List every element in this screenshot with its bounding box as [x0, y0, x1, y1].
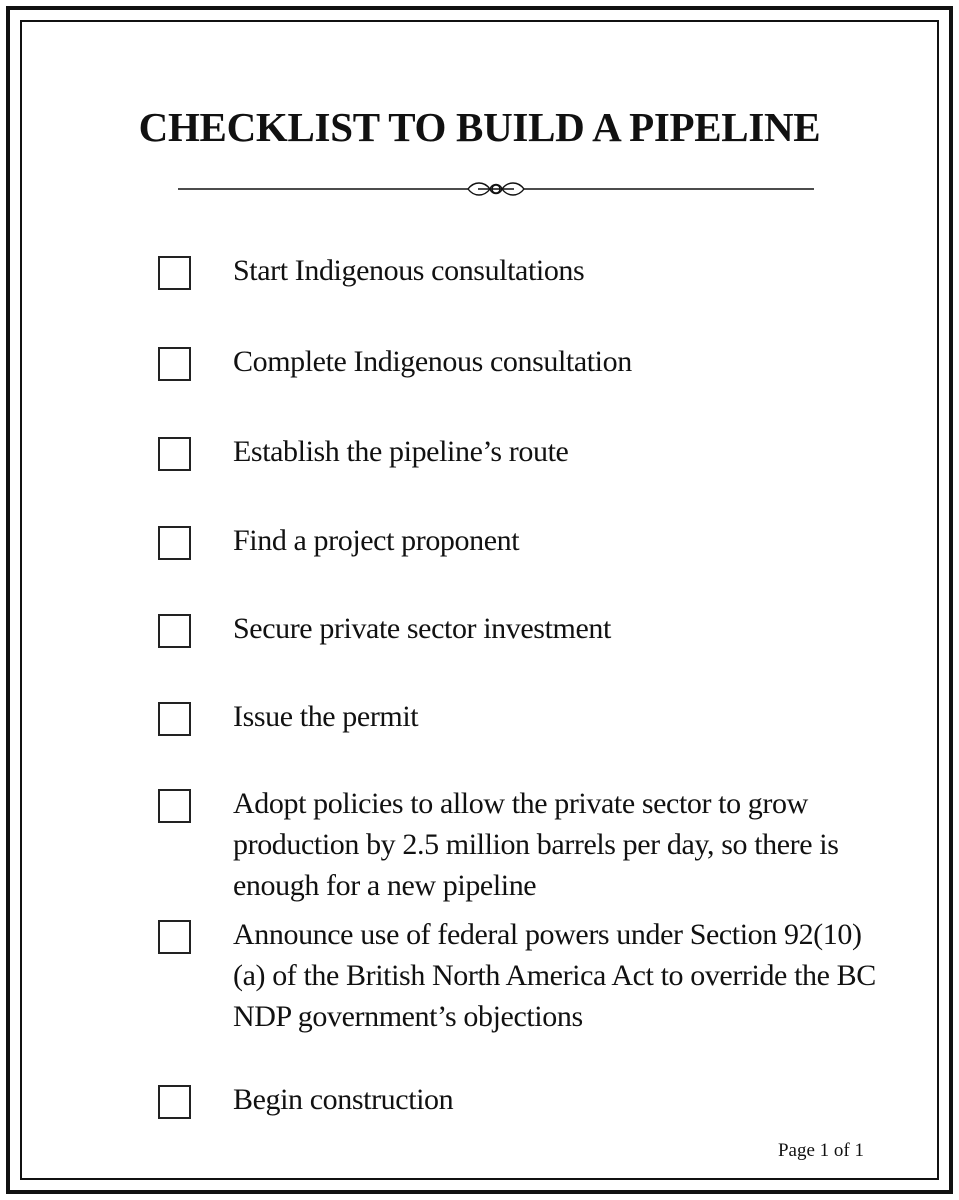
checkbox[interactable]	[158, 614, 191, 648]
page-title: CHECKLIST TO BUILD A PIPELINE	[138, 104, 821, 150]
checkbox[interactable]	[158, 437, 191, 471]
checkbox[interactable]	[158, 920, 191, 954]
checklist-item-label: Find a project proponent	[233, 524, 520, 557]
checkbox[interactable]	[158, 526, 191, 560]
checkbox[interactable]	[158, 256, 191, 290]
checkbox[interactable]	[158, 702, 191, 736]
checklist-item-label: Announce use of federal powers under Section 92(10)(a) of the British North America Act to override the BC NDP government’s objections	[233, 918, 876, 1033]
page-number: Page 1 of 1	[777, 1140, 864, 1161]
checklist-item-label: Establish the pipeline’s route	[233, 435, 569, 468]
checklist-item-label: Begin construction	[233, 1083, 454, 1116]
checkbox[interactable]	[158, 1085, 191, 1119]
checklist-item-label: Secure private sector investment	[233, 612, 611, 645]
checkbox[interactable]	[158, 347, 191, 381]
checklist-item-label: Issue the permit	[233, 700, 419, 733]
checklist-item-label: Start Indigenous consultations	[233, 254, 585, 287]
checklist-item-label: Adopt policies to allow the private sector to grow production by 2.5 million barrels per day, so there is enough for a new pipeline	[233, 787, 839, 902]
checkbox[interactable]	[158, 789, 191, 823]
checklist-item-label: Complete Indigenous consultation	[233, 345, 632, 378]
